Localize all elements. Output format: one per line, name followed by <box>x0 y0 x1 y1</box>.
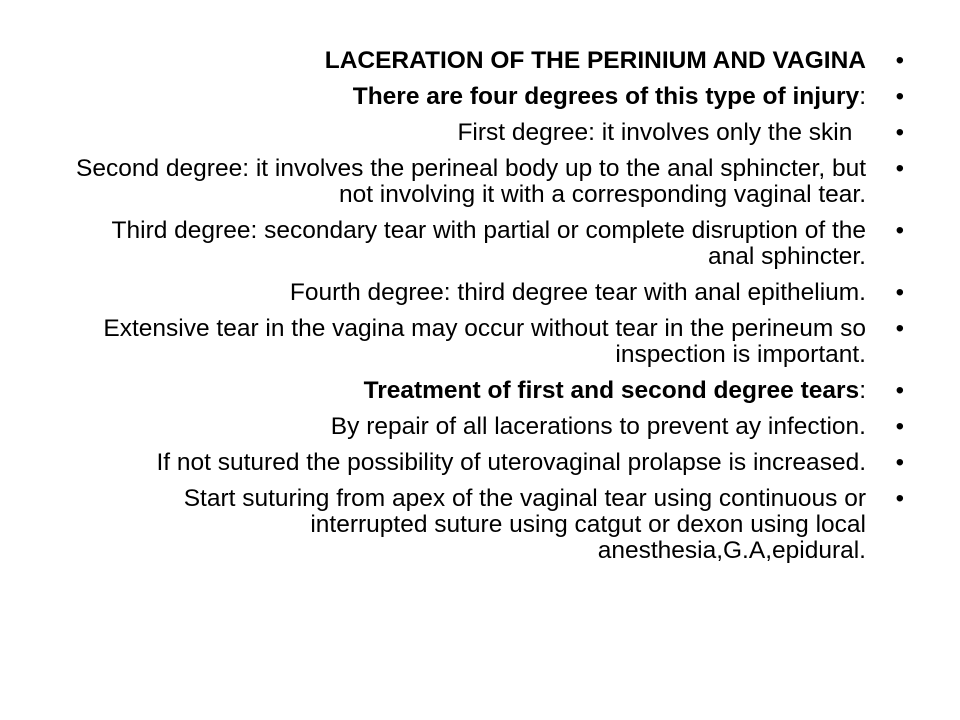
bullet-marker: • <box>895 47 904 74</box>
bullet-text: Fourth degree: third degree tear with anal epithelium. <box>289 279 866 306</box>
bullet-marker: • <box>895 315 904 342</box>
bullet-text: Second degree: it involves the perineal body up to the anal sphincter, but not involving it with a corresponding vaginal tear. <box>76 155 866 208</box>
bullet-item <box>60 450 920 476</box>
bullet-item <box>60 156 920 208</box>
bullet-item <box>60 48 920 74</box>
bullet-item <box>60 84 920 110</box>
bullet-marker: • <box>895 119 904 146</box>
bullet-marker: • <box>895 377 904 404</box>
bullet-item <box>60 486 920 564</box>
bullet-item <box>60 378 920 404</box>
bullet-marker: • <box>895 413 904 440</box>
bullet-item <box>60 120 920 146</box>
bullet-marker: • <box>895 485 904 512</box>
bullet-item <box>60 280 920 306</box>
bullet-text: If not sutured the possibility of uterovaginal prolapse is increased. <box>156 449 866 476</box>
bullet-item <box>60 316 920 368</box>
bullet-text: Third degree: secondary tear with partial or complete disruption of the anal sphincter. <box>111 217 866 270</box>
bullet-text: Treatment of first and second degree tears: <box>363 377 866 404</box>
bullet-marker: • <box>895 83 904 110</box>
bullet-text: LACERATION OF THE PERINIUM AND VAGINA <box>324 47 866 74</box>
bullet-list <box>60 48 920 574</box>
bullet-marker: • <box>895 279 904 306</box>
bullet-text: Start suturing from apex of the vaginal tear using continuous or interrupted suture using catgut or dexon using local anesthesia,G.A,epidural. <box>183 485 866 564</box>
bullet-text: By repair of all lacerations to prevent ay infection. <box>330 413 866 440</box>
bullet-text: There are four degrees of this type of injury: <box>352 83 866 110</box>
bullet-marker: • <box>895 217 904 244</box>
bullet-text: Extensive tear in the vagina may occur without tear in the perineum so inspection is important. <box>103 315 866 368</box>
bullet-item <box>60 414 920 440</box>
bullet-marker: • <box>895 449 904 476</box>
bullet-marker: • <box>895 155 904 182</box>
bullet-item <box>60 218 920 270</box>
bullet-text: First degree: it involves only the skin <box>457 119 853 146</box>
